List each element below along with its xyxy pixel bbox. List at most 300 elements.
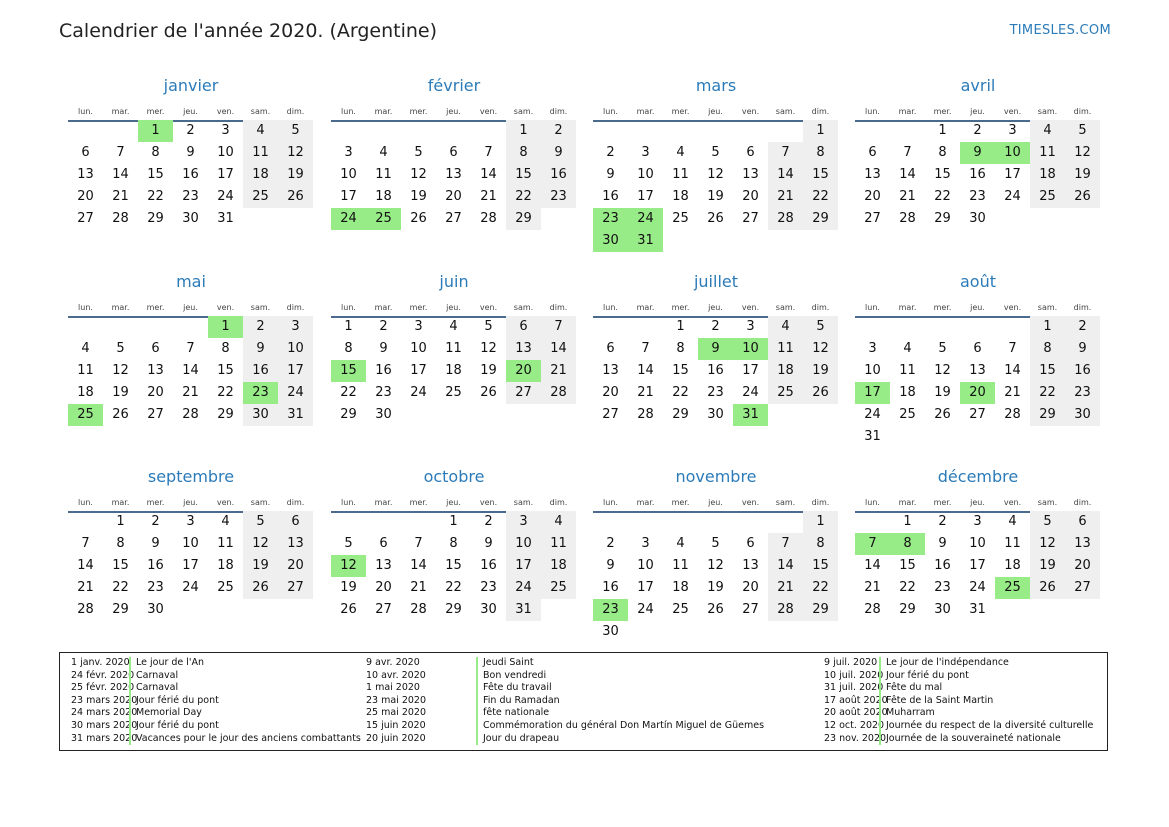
day-cell: 10: [278, 338, 313, 360]
day-cell: 21: [768, 577, 803, 599]
brand-logo[interactable]: TIMESLES.COM: [1009, 23, 1111, 38]
day-cell: 22: [445, 580, 462, 595]
day-cell: 20: [1065, 555, 1100, 577]
weekday-label: sam.: [775, 303, 796, 312]
day-cell: 16: [969, 167, 986, 182]
holiday-name: Fin du Ramadan: [476, 695, 560, 708]
weekday-label: mer.: [671, 498, 690, 507]
day-cell: 17: [742, 363, 759, 378]
day-cell: 10: [637, 167, 654, 182]
weekday-label: mer.: [146, 107, 165, 116]
day-cell: 20: [375, 580, 392, 595]
day-cell: 28: [768, 599, 803, 621]
weekday-label: mar.: [111, 303, 130, 312]
day-cell: 11: [541, 533, 576, 555]
day-cell: 9: [606, 558, 615, 573]
day-cell: 3: [221, 123, 230, 138]
holiday-name: Jour du drapeau: [476, 733, 559, 746]
day-cell: 21: [112, 189, 129, 204]
day-cell: 8: [803, 142, 838, 164]
day-cell: 24: [182, 580, 199, 595]
month-name: février: [427, 76, 481, 95]
day-cell: 18: [1030, 164, 1065, 186]
weekday-label: dim.: [286, 303, 305, 312]
day-cell: 20: [147, 385, 164, 400]
weekday-label: dim.: [286, 498, 305, 507]
day-cell: 12: [934, 363, 951, 378]
day-cell: 17: [182, 558, 199, 573]
day-cell: 28: [112, 211, 129, 226]
day-cell: 4: [221, 514, 230, 529]
day-cell: 22: [899, 580, 916, 595]
weekday-label: jeu.: [183, 107, 198, 116]
day-cell: 17: [637, 580, 654, 595]
day-cell: 19: [340, 580, 357, 595]
day-cell: 19: [112, 385, 129, 400]
day-cell: 26: [707, 602, 724, 617]
day-cell: 15: [445, 558, 462, 573]
day-cell: 22: [803, 577, 838, 599]
day-cell: 24: [637, 602, 654, 617]
weekday-label: ven.: [216, 107, 235, 116]
weekday-label: sam.: [250, 303, 271, 312]
holiday-day-cell: 25: [68, 404, 103, 426]
weekday-label: lun.: [78, 107, 93, 116]
holiday-day-cell: 30: [593, 230, 628, 252]
day-cell: 9: [938, 536, 947, 551]
day-cell: 21: [637, 385, 654, 400]
day-cell: 22: [934, 189, 951, 204]
day-cell: 11: [768, 338, 803, 360]
day-cell: 5: [484, 319, 493, 334]
holiday-day-cell: 23: [243, 382, 278, 404]
day-cell: 31: [969, 602, 986, 617]
day-cell: 7: [484, 145, 493, 160]
day-cell: 16: [707, 363, 724, 378]
day-cell: 10: [637, 558, 654, 573]
weekday-label: sam.: [250, 107, 271, 116]
day-cell: 14: [768, 164, 803, 186]
weekday-label: sam.: [513, 498, 534, 507]
day-cell: 27: [742, 602, 759, 617]
day-cell: 9: [1065, 338, 1100, 360]
weekday-label: jeu.: [970, 303, 985, 312]
day-cell: 28: [480, 211, 497, 226]
day-cell: 16: [602, 189, 619, 204]
day-cell: 18: [217, 558, 234, 573]
day-cell: 15: [672, 363, 689, 378]
day-cell: 6: [449, 145, 458, 160]
day-cell: 24: [864, 407, 881, 422]
day-cell: 1: [344, 319, 353, 334]
day-cell: 9: [151, 536, 160, 551]
day-cell: 29: [934, 211, 951, 226]
holiday-name: Carnaval: [129, 682, 178, 695]
day-cell: 3: [186, 514, 195, 529]
day-cell: 2: [379, 319, 388, 334]
day-cell: 26: [1030, 577, 1065, 599]
weekday-label: dim.: [1073, 498, 1092, 507]
holiday-day-cell: 17: [855, 382, 890, 404]
day-cell: 27: [77, 211, 94, 226]
day-cell: 27: [375, 602, 392, 617]
weekday-label: sam.: [1037, 107, 1058, 116]
day-cell: 12: [112, 363, 129, 378]
day-cell: 30: [243, 404, 278, 426]
day-cell: 3: [868, 341, 877, 356]
holiday-date: 10 juil. 2020: [824, 669, 884, 681]
weekday-label: jeu.: [446, 107, 461, 116]
day-cell: 29: [217, 407, 234, 422]
month-name: juin: [439, 272, 469, 291]
day-cell: 7: [641, 341, 650, 356]
day-cell: 19: [480, 363, 497, 378]
day-cell: 7: [414, 536, 423, 551]
weekday-label: mer.: [933, 107, 952, 116]
day-cell: 10: [969, 536, 986, 551]
weekday-label: mer.: [671, 107, 690, 116]
day-cell: 30: [707, 407, 724, 422]
day-cell: 29: [803, 599, 838, 621]
day-cell: 26: [278, 186, 313, 208]
day-cell: 5: [116, 341, 125, 356]
weekday-label: ven.: [1003, 107, 1022, 116]
day-cell: 17: [637, 189, 654, 204]
month-name: avril: [960, 76, 996, 95]
day-cell: 16: [1065, 360, 1100, 382]
day-cell: 7: [541, 316, 576, 338]
day-cell: 12: [1065, 142, 1100, 164]
day-cell: 3: [414, 319, 423, 334]
day-cell: 2: [243, 316, 278, 338]
day-cell: 12: [278, 142, 313, 164]
day-cell: 27: [864, 211, 881, 226]
day-cell: 6: [278, 511, 313, 533]
holiday-name: Journée de la souveraineté nationale: [879, 733, 1061, 746]
day-cell: 6: [379, 536, 388, 551]
day-cell: 25: [445, 385, 462, 400]
day-cell: 2: [151, 514, 160, 529]
day-cell: 21: [410, 580, 427, 595]
day-cell: 30: [1065, 404, 1100, 426]
month-name: septembre: [147, 467, 235, 486]
day-cell: 1: [938, 123, 947, 138]
weekday-label: lun.: [603, 303, 618, 312]
day-cell: 6: [81, 145, 90, 160]
weekday-label: mar.: [111, 498, 130, 507]
day-cell: 23: [969, 189, 986, 204]
holiday-date: 23 mai 2020: [366, 694, 427, 706]
weekday-label: dim.: [811, 107, 830, 116]
holiday-name: Bon vendredi: [476, 670, 546, 683]
day-cell: 26: [934, 407, 951, 422]
weekday-label: lun.: [341, 303, 356, 312]
day-cell: 4: [379, 145, 388, 160]
day-cell: 2: [541, 120, 576, 142]
day-cell: 29: [340, 407, 357, 422]
day-cell: 9: [379, 341, 388, 356]
holiday-name: Fête du mal: [879, 682, 942, 695]
holiday-day-cell: 25: [995, 577, 1030, 599]
holiday-date: 30 mars 2020: [71, 719, 138, 731]
day-cell: 25: [899, 407, 916, 422]
month-name: mars: [695, 76, 737, 95]
holiday-day-cell: 24: [628, 208, 663, 230]
day-cell: 10: [217, 145, 234, 160]
day-cell: 2: [606, 536, 615, 551]
day-cell: 28: [768, 208, 803, 230]
day-cell: 3: [506, 511, 541, 533]
day-cell: 21: [541, 360, 576, 382]
day-cell: 24: [410, 385, 427, 400]
day-cell: 27: [445, 211, 462, 226]
weekday-label: lun.: [603, 107, 618, 116]
day-cell: 17: [969, 558, 986, 573]
weekday-label: ven.: [1003, 303, 1022, 312]
day-cell: 20: [278, 555, 313, 577]
day-cell: 2: [606, 145, 615, 160]
day-cell: 8: [344, 341, 353, 356]
holiday-date: 12 oct. 2020: [824, 719, 885, 731]
day-cell: 14: [1004, 363, 1021, 378]
day-cell: 15: [506, 164, 541, 186]
day-cell: 7: [116, 145, 125, 160]
day-cell: 11: [445, 341, 462, 356]
day-cell: 15: [112, 558, 129, 573]
day-cell: 29: [672, 407, 689, 422]
weekday-label: jeu.: [446, 303, 461, 312]
holiday-date: 25 févr. 2020: [71, 682, 135, 694]
holiday-name: fête nationale: [476, 707, 549, 720]
month-name: novembre: [675, 467, 757, 486]
day-cell: 16: [480, 558, 497, 573]
holiday-day-cell: 23: [593, 599, 628, 621]
weekday-label: ven.: [741, 498, 760, 507]
holiday-date: 23 mars 2020: [71, 694, 138, 706]
day-cell: 29: [112, 602, 129, 617]
day-cell: 29: [803, 208, 838, 230]
holiday-date: 15 juin 2020: [366, 719, 426, 731]
weekday-label: ven.: [216, 498, 235, 507]
holiday-name: Jeudi Saint: [476, 657, 534, 670]
holiday-date: 1 janv. 2020: [71, 657, 130, 668]
weekday-label: sam.: [513, 107, 534, 116]
day-cell: 23: [375, 385, 392, 400]
day-cell: 26: [340, 602, 357, 617]
holiday-name: Fête du travail: [476, 682, 552, 695]
weekday-label: sam.: [775, 107, 796, 116]
day-cell: 5: [803, 316, 838, 338]
day-cell: 13: [77, 167, 94, 182]
day-cell: 21: [768, 186, 803, 208]
month-name: août: [959, 272, 996, 291]
day-cell: 9: [541, 142, 576, 164]
day-cell: 13: [147, 363, 164, 378]
day-cell: 11: [672, 167, 689, 182]
day-cell: 25: [541, 577, 576, 599]
day-cell: 21: [1004, 385, 1021, 400]
day-cell: 20: [742, 580, 759, 595]
holiday-date: 10 avr. 2020: [366, 669, 426, 681]
weekday-label: jeu.: [708, 498, 723, 507]
day-cell: 8: [151, 145, 160, 160]
weekday-label: ven.: [1003, 498, 1022, 507]
day-cell: 13: [969, 363, 986, 378]
day-cell: 14: [77, 558, 94, 573]
holiday-date: 31 mars 2020: [71, 732, 138, 744]
day-cell: 8: [1030, 338, 1065, 360]
day-cell: 19: [243, 555, 278, 577]
weekday-label: dim.: [1073, 107, 1092, 116]
holiday-date: 20 juin 2020: [366, 732, 426, 744]
day-cell: 30: [934, 602, 951, 617]
day-cell: 16: [243, 360, 278, 382]
day-cell: 21: [899, 189, 916, 204]
day-cell: 28: [182, 407, 199, 422]
day-cell: 27: [147, 407, 164, 422]
day-cell: 8: [116, 536, 125, 551]
weekday-label: lun.: [865, 303, 880, 312]
day-cell: 24: [278, 382, 313, 404]
day-cell: 20: [77, 189, 94, 204]
weekday-label: lun.: [603, 498, 618, 507]
day-cell: 6: [973, 341, 982, 356]
day-cell: 18: [1004, 558, 1021, 573]
day-cell: 13: [742, 558, 759, 573]
day-cell: 17: [278, 360, 313, 382]
holiday-day-cell: 1: [138, 120, 173, 142]
day-cell: 23: [934, 580, 951, 595]
day-cell: 14: [410, 558, 427, 573]
day-cell: 13: [445, 167, 462, 182]
day-cell: 31: [217, 211, 234, 226]
day-cell: 3: [1008, 123, 1017, 138]
holiday-date: 9 juil. 2020: [824, 657, 878, 668]
day-cell: 9: [243, 338, 278, 360]
day-cell: 24: [1004, 189, 1021, 204]
day-cell: 17: [1004, 167, 1021, 182]
day-cell: 11: [1030, 142, 1065, 164]
day-cell: 12: [480, 341, 497, 356]
day-cell: 24: [742, 385, 759, 400]
day-cell: 7: [186, 341, 195, 356]
day-cell: 22: [672, 385, 689, 400]
weekday-label: dim.: [1073, 303, 1092, 312]
day-cell: 19: [934, 385, 951, 400]
day-cell: 20: [602, 385, 619, 400]
day-cell: 26: [707, 211, 724, 226]
holiday-date: 24 mars 2020: [71, 707, 138, 719]
day-cell: 26: [480, 385, 497, 400]
day-cell: 25: [672, 602, 689, 617]
holiday-date: 17 août 2020: [824, 694, 888, 706]
month-name: mai: [176, 272, 206, 291]
weekday-label: mer.: [933, 498, 952, 507]
day-cell: 21: [77, 580, 94, 595]
day-cell: 15: [803, 164, 838, 186]
day-cell: 4: [1030, 120, 1065, 142]
day-cell: 3: [344, 145, 353, 160]
weekday-label: sam.: [775, 498, 796, 507]
weekday-label: sam.: [513, 303, 534, 312]
day-cell: 24: [217, 189, 234, 204]
weekday-label: ven.: [741, 107, 760, 116]
day-cell: 12: [410, 167, 427, 182]
day-cell: 12: [243, 533, 278, 555]
weekday-label: jeu.: [183, 303, 198, 312]
holiday-day-cell: 24: [331, 208, 366, 230]
day-cell: 15: [1030, 360, 1065, 382]
day-cell: 25: [1030, 186, 1065, 208]
weekday-label: ven.: [216, 303, 235, 312]
holiday-day-cell: 9: [960, 142, 995, 164]
day-cell: 16: [602, 580, 619, 595]
day-cell: 8: [803, 533, 838, 555]
weekday-label: sam.: [1037, 498, 1058, 507]
day-cell: 15: [803, 555, 838, 577]
day-cell: 17: [410, 363, 427, 378]
day-cell: 22: [147, 189, 164, 204]
day-cell: 28: [637, 407, 654, 422]
day-cell: 4: [903, 341, 912, 356]
day-cell: 14: [480, 167, 497, 182]
holiday-day-cell: 10: [733, 338, 768, 360]
month-name: octobre: [423, 467, 485, 486]
weekday-label: sam.: [1037, 303, 1058, 312]
day-cell: 19: [707, 580, 724, 595]
weekday-label: jeu.: [970, 498, 985, 507]
day-cell: 26: [243, 577, 278, 599]
day-cell: 12: [1030, 533, 1065, 555]
day-cell: 15: [217, 363, 234, 378]
weekday-label: dim.: [811, 498, 830, 507]
holiday-name: Jour férié du pont: [129, 720, 219, 733]
day-cell: 28: [864, 602, 881, 617]
day-cell: 11: [1004, 536, 1021, 551]
day-cell: 25: [217, 580, 234, 595]
day-cell: 1: [449, 514, 458, 529]
holiday-date: 1 mai 2020: [366, 682, 420, 694]
day-cell: 9: [606, 167, 615, 182]
day-cell: 30: [147, 602, 164, 617]
weekday-label: mer.: [146, 303, 165, 312]
day-cell: 14: [182, 363, 199, 378]
day-cell: 1: [116, 514, 125, 529]
weekday-label: dim.: [549, 107, 568, 116]
day-cell: 1: [803, 120, 838, 142]
weekday-label: mar.: [898, 107, 917, 116]
holiday-day-cell: 10: [995, 142, 1030, 164]
day-cell: 6: [151, 341, 160, 356]
day-cell: 11: [77, 363, 94, 378]
day-cell: 11: [375, 167, 392, 182]
weekday-label: dim.: [811, 303, 830, 312]
holiday-date: 20 août 2020: [824, 707, 888, 719]
day-cell: 24: [506, 577, 541, 599]
day-cell: 14: [864, 558, 881, 573]
day-cell: 9: [186, 145, 195, 160]
holiday-day-cell: 9: [698, 338, 733, 360]
day-cell: 1: [1030, 316, 1065, 338]
day-cell: 7: [768, 142, 803, 164]
day-cell: 15: [147, 167, 164, 182]
holiday-name: Journée du respect de la diversité culturelle: [879, 720, 1093, 733]
day-cell: 22: [1030, 382, 1065, 404]
day-cell: 21: [182, 385, 199, 400]
day-cell: 14: [637, 363, 654, 378]
weekday-label: mer.: [409, 303, 428, 312]
holiday-name: Le jour de l'indépendance: [879, 657, 1009, 670]
